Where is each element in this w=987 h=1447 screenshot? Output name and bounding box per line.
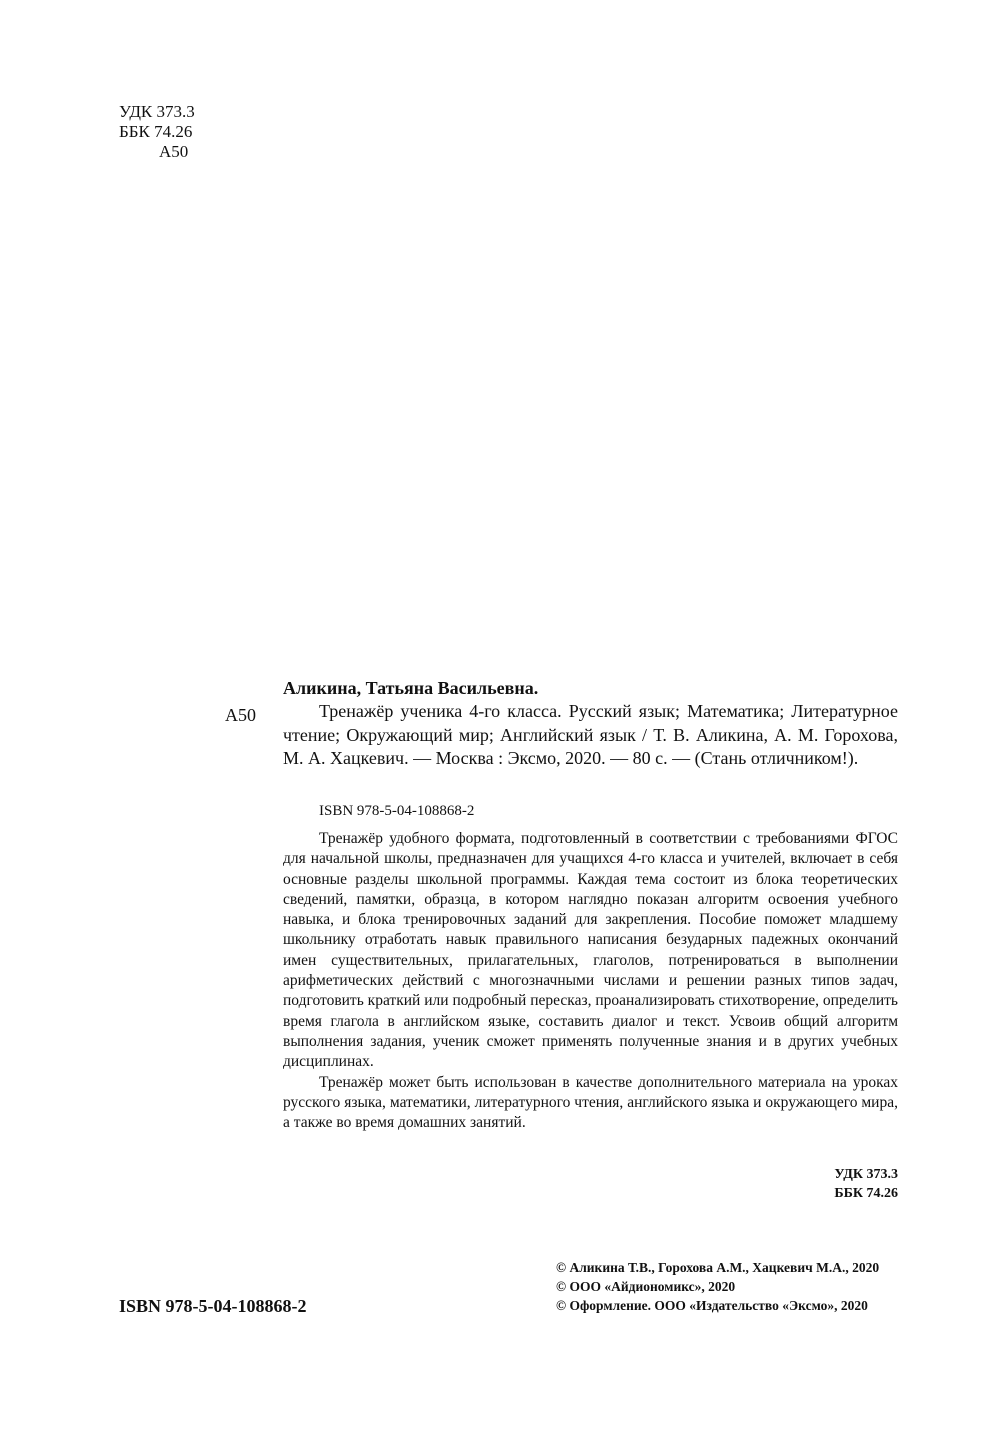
annotation-paragraph: Тренажёр может быть использован в качестве дополнительного материала на уроках русского языка, математики, литературного чтения, английского языка и окружающего мира, а также во время домашних занятий. <box>283 1073 898 1132</box>
copyright-block <box>556 1258 879 1315</box>
udk-code: УДК 373.3 <box>119 102 195 121</box>
bbk-code: ББК 74.26 <box>119 122 193 141</box>
classification-block <box>119 102 195 162</box>
copyright-line: © Аликина Т.В., Горохова А.М., Хацкевич М.А., 2020 <box>556 1260 880 1275</box>
bibliographic-description: Тренажёр ученика 4-го класса. Русский язык; Математика; Литературное чтение; Окружающий мир; Английский язык / Т. В. Аликина, А. М. Горохова, М. А. Хацкевич. — Москва : Эксмо, 2020. — 80 с. — (Стань отличником!). <box>283 701 898 768</box>
udk-code-footer: УДК 373.3 <box>834 1167 898 1182</box>
author-heading: Аликина, Татьяна Васильевна. <box>283 678 539 698</box>
entry-isbn: ISBN 978-5-04-108868-2 <box>319 803 475 819</box>
copyright-line: © ООО «Айдиономикс», 2020 <box>556 1279 736 1294</box>
isbn-footer: ISBN 978-5-04-108868-2 <box>119 1296 307 1316</box>
entry-author-sign: А50 <box>225 705 256 725</box>
annotation <box>283 829 898 1133</box>
author-sign: А50 <box>159 142 189 161</box>
bbk-code-footer: ББК 74.26 <box>834 1186 898 1201</box>
copyright-line: © Оформление. ООО «Издательство «Эксмо», 2020 <box>556 1298 868 1313</box>
annotation-paragraph: Тренажёр удобного формата, подготовленный в соответствии с требованиями ФГОС для начальной школы, предназначен для учащихся 4-го класса и учителей, включает в себя основные разделы школьной программы. Каждая тема состоит из блока теоретических сведений, памятки, образца, в котором наглядно показан алгоритм освоения учебного навыка, и блока тренировочных заданий для закрепления. Пособие поможет младшему школьнику отработать навык правильного написания безударных падежных окончаний имен существительных, прилагательных, глаголов, потренироваться в выполнении арифметических действий с многозначными числами и решении разных типов задач, подготовить краткий или подробный пересказ, проанализировать стихотворение, определить время глагола в английском языке, составить диалог и текст. Усвоив общий алгоритм выполнения задания, ученик сможет применять полученные знания и в других учебных дисциплинах. <box>283 830 898 1071</box>
classification-footer <box>834 1165 898 1203</box>
